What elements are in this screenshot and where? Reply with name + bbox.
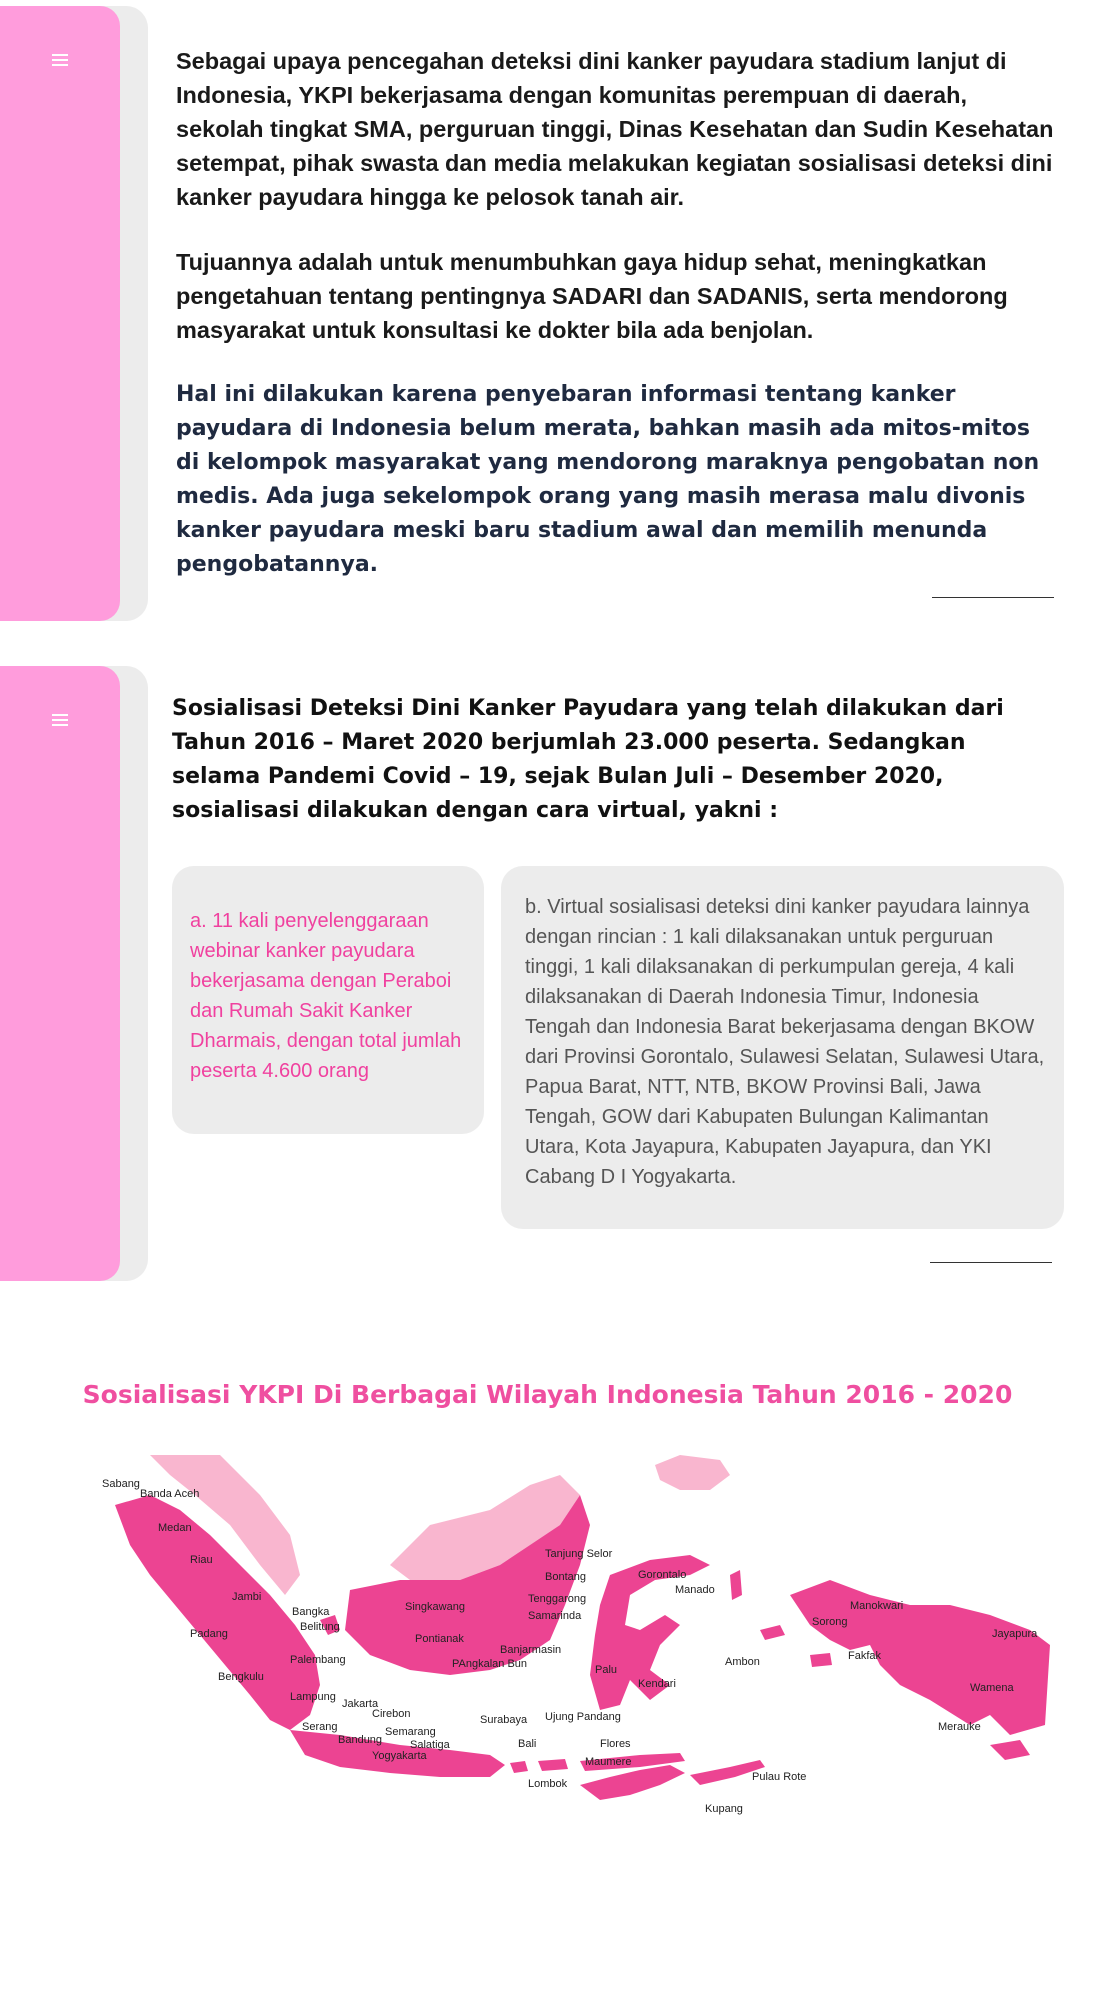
city-label: Maumere [585,1756,632,1768]
city-label: Gorontalo [638,1569,687,1581]
city-label: Jayapura [992,1628,1038,1640]
paragraph-penyebaran: Hal ini dilakukan karena penyebaran informasi tentang kanker payudara di Indonesia belum merata, bahkan masih ada mitos-mitos di kelompok masyarakat yang mendorong maraknya pengobatan non medis. Ada juga sekelompok orang yang masih merasa malu divonis kanker payudara meski baru stadium awal dan memilih menunda pengobatannya. [176,382,1040,577]
city-label: Kendari [638,1678,676,1690]
city-label: Tenggarong [528,1593,587,1605]
city-label: Jambi [232,1591,262,1603]
city-label: Serang [302,1721,338,1733]
menu-icon[interactable] [52,54,68,66]
sidebar-panel [0,6,120,621]
city-label: Pulau Rote [752,1771,807,1783]
section-divider-2 [930,1262,1052,1263]
indonesia-map [102,1455,1055,1840]
city-label: Medan [158,1522,192,1534]
city-label: Ujung Pandang [545,1711,621,1723]
city-label: Lampung [290,1691,336,1703]
city-label: Cirebon [372,1708,411,1720]
city-label: Bangka [292,1606,330,1618]
card-webinar [172,866,484,1134]
city-label: Sorong [812,1616,848,1628]
city-label: Wamena [970,1682,1014,1694]
city-label: Singkawang [405,1601,465,1613]
city-label: Manokwari [850,1600,904,1612]
card-virtual [501,866,1064,1229]
city-label: Palu [595,1664,618,1676]
city-label: PAngkalan Bun [452,1658,528,1670]
city-label: Banda Aceh [140,1488,200,1500]
city-label: Lombok [528,1778,568,1790]
city-label: Padang [190,1628,228,1640]
card-virtual-text: b. Virtual sosialisasi deteksi dini kanker payudara lainnya dengan rincian : 1 kali dilaksanakan untuk perguruan tinggi, 1 kali dilaksanakan di perkumpulan gereja, 4 kali dilaksanakan di Daerah Indonesia Timur, Indonesia Tengah dan Indonesia Barat bekerjasama dengan BKOW dari Provinsi Gorontalo, Sulawesi Selatan, Sulawesi Utara, Papua Barat, NTT, NTB, BKOW Provinsi Bali, Jawa Tengah, GOW dari Kabupaten Bulungan Kalimantan Utara, Kota Jayapura, Kabupaten Jayapura, dan YKI Cabang D I Yogyakarta. [525,896,1045,1188]
city-label: Pontianak [415,1633,464,1645]
city-label: Surabaya [480,1714,528,1726]
city-label: Bali [518,1738,537,1750]
city-label: Riau [190,1554,213,1566]
city-label: Palembang [290,1654,346,1666]
city-label: Yogyakarta [372,1750,427,1762]
city-label: Semarang [385,1726,436,1738]
city-label: Jakarta [342,1698,379,1710]
city-label: Flores [600,1738,631,1750]
city-label: Bandung [338,1734,383,1746]
city-label: Banjarmasin [500,1644,562,1656]
city-label: Bengkulu [218,1671,264,1683]
city-label: Samarinda [528,1610,582,1622]
map-title: Sosialisasi YKPI Di Berbagai Wilayah Indonesia Tahun 2016 - 2020 [82,1380,1013,1409]
city-label: Merauke [938,1721,981,1733]
city-label: Belitung [300,1621,340,1633]
city-label: Fakfak [848,1650,882,1662]
city-label: Ambon [725,1656,760,1668]
paragraph-tujuan: Tujuannya adalah untuk menumbuhkan gaya hidup sehat, meningkatkan pengetahuan tentang pentingnya SADARI dan SADANIS, serta mendorong masyarakat untuk konsultasi ke dokter bila ada benjolan. [176,249,1008,343]
sidebar-panel [0,666,120,1281]
section-divider-1 [932,597,1054,598]
city-label: Tanjung Selor [545,1548,613,1560]
menu-icon[interactable] [52,714,68,726]
city-label: Manado [675,1584,715,1596]
city-label: Bontang [545,1571,586,1583]
city-label: Sabang [102,1478,140,1490]
city-label: Kupang [705,1803,743,1815]
city-label: Salatiga [410,1739,450,1751]
paragraph-sosialisasi-intro: Sosialisasi Deteksi Dini Kanker Payudara yang telah dilakukan dari Tahun 2016 – Maret 2020 berjumlah 23.000 peserta. Sedangkan selama Pandemi Covid – 19, sejak Bulan Juli – Desember 2020, sosialisasi dilakukan dengan cara virtual, yakni : [172,696,1004,823]
card-webinar-text: a. 11 kali penyelenggaraan webinar kanker payudara bekerjasama dengan Peraboi dan Rumah Sakit Kanker Dharmais, dengan total jumlah peserta 4.600 orang [190,910,462,1082]
paragraph-upaya: Sebagai upaya pencegahan deteksi dini kanker payudara stadium lanjut di Indonesia, YKPI bekerjasama dengan komunitas perempuan di daerah, sekolah tingkat SMA, perguruan tinggi, Dinas Kesehatan dan Sudin Kesehatan setempat, pihak swasta dan media melakukan kegiatan sosialisasi deteksi dini kanker payudara hingga ke pelosok tanah air. [176,48,1054,210]
